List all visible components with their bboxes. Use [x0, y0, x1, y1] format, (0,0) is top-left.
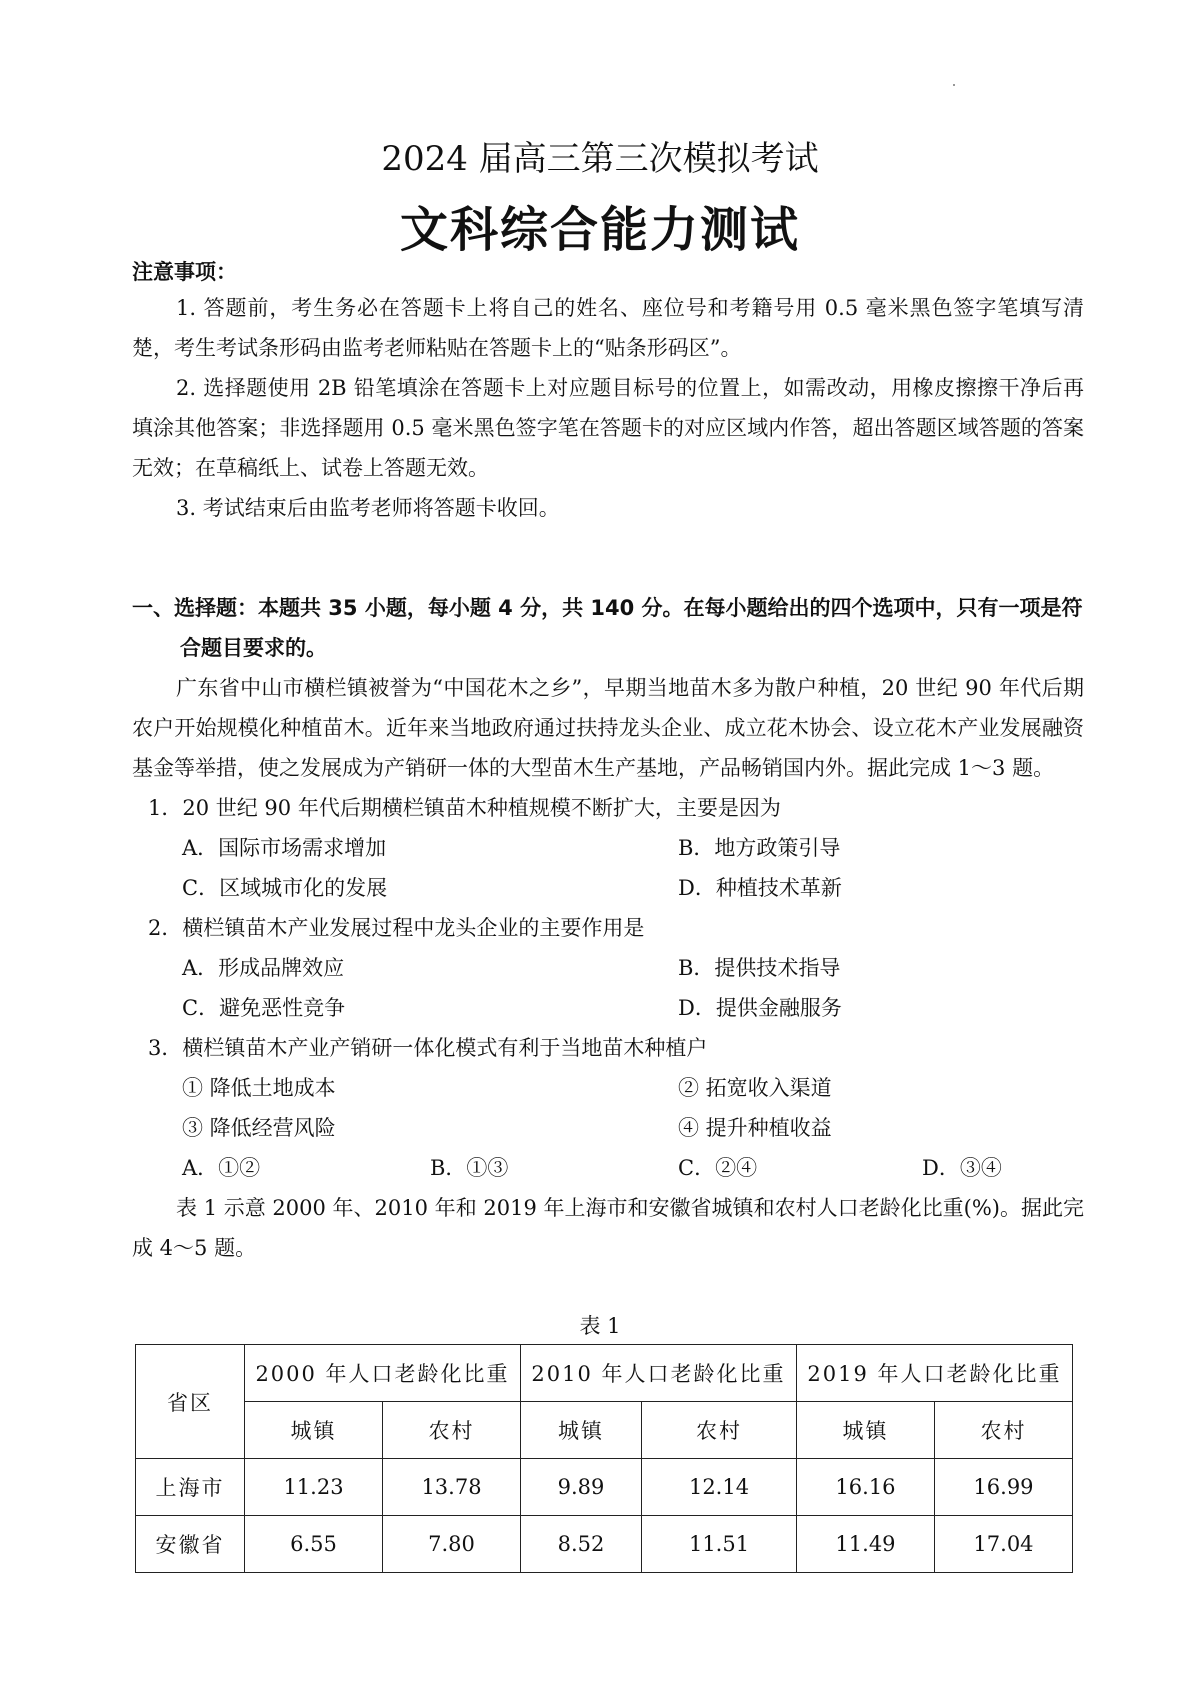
table-subheader: 农村: [383, 1402, 521, 1459]
question-1-option-d: D．种植技术革新: [678, 876, 842, 900]
table-cell: 11.23: [245, 1459, 383, 1516]
question-3-statement-2: ② 拓宽收入渠道: [678, 1076, 832, 1100]
passage-1: 广东省中山市横栏镇被誉为“中国花木之乡”，早期当地苗木多为散户种植，20 世纪 90 年代后期农户开始规模化种植苗木。近年来当地政府通过扶持龙头企业、成立花木协会、设立花木产业发展融资基金等举措，使之发展成为产销研一体的大型苗木生产基地，产品畅销国内外。据此完成 1～3 题。: [132, 676, 1084, 780]
table-header-region: 省区: [136, 1345, 245, 1459]
question-1-option-c: C．区域城市化的发展: [182, 876, 388, 900]
table-subheader: 农村: [642, 1402, 797, 1459]
table-header-row-1: [136, 1345, 1073, 1402]
table-cell: 17.04: [934, 1516, 1072, 1573]
question-2-option-b: B．提供技术指导: [678, 956, 841, 980]
question-3-option-d: D．③④: [922, 1156, 1002, 1180]
question-1-option-a: A．国际市场需求增加: [182, 836, 387, 860]
table-subheader: 城镇: [796, 1402, 934, 1459]
table-cell: 7.80: [383, 1516, 521, 1573]
table-caption: 表 1: [579, 1314, 621, 1338]
table-header-row-2: [136, 1402, 1073, 1459]
table-header-year-2019: 2019 年人口老龄化比重: [796, 1345, 1072, 1402]
table-header-year-2000: 2000 年人口老龄化比重: [245, 1345, 521, 1402]
question-3-stem: 3．横栏镇苗木产业产销研一体化模式有利于当地苗木种植户: [148, 1036, 708, 1060]
table-subheader: 城镇: [245, 1402, 383, 1459]
notice-item-2: 2. 选择题使用 2B 铅笔填涂在答题卡上对应题目标号的位置上，如需改动，用橡皮擦擦干净后再填涂其他答案；非选择题用 0.5 毫米黑色签字笔在答题卡的对应区域内作答，超出答题区域答题的答案无效；在草稿纸上、试卷上答题无效。: [132, 376, 1084, 480]
passage-2: 表 1 示意 2000 年、2010 年和 2019 年上海市和安徽省城镇和农村人口老龄化比重(%)。据此完成 4～5 题。: [132, 1196, 1084, 1260]
question-3-statement-4: ④ 提升种植收益: [678, 1116, 832, 1140]
table-cell: 9.89: [521, 1459, 642, 1516]
notice-item-1: 1. 答题前，考生务必在答题卡上将自己的姓名、座位号和考籍号用 0.5 毫米黑色签字笔填写清楚，考生考试条形码由监考老师粘贴在答题卡上的“贴条形码区”。: [132, 296, 1084, 360]
question-3-option-b: B．①③: [430, 1156, 509, 1180]
question-3-statement-3: ③ 降低经营风险: [182, 1116, 336, 1140]
question-3-option-c: C．②④: [678, 1156, 758, 1180]
exam-title: 2024 届高三第三次模拟考试: [381, 139, 819, 179]
table-subheader: 农村: [934, 1402, 1072, 1459]
aging-ratio-table: [135, 1344, 1073, 1573]
exam-subject: 文科综合能力测试: [399, 202, 800, 258]
table-subheader: 城镇: [521, 1402, 642, 1459]
question-2-option-c: C．避免恶性竞争: [182, 996, 346, 1020]
question-2-stem: 2．横栏镇苗木产业发展过程中龙头企业的主要作用是: [148, 916, 645, 940]
table-cell: 13.78: [383, 1459, 521, 1516]
question-1-option-b: B．地方政策引导: [678, 836, 841, 860]
table-row-region: 上海市: [136, 1459, 245, 1516]
question-3-statement-1: ① 降低土地成本: [182, 1076, 336, 1100]
table-cell: 16.16: [796, 1459, 934, 1516]
notice-item-3: 3. 考试结束后由监考老师将答题卡收回。: [176, 496, 560, 520]
question-2-option-a: A．形成品牌效应: [182, 956, 345, 980]
scan-speck: [953, 84, 955, 86]
table-cell: 11.49: [796, 1516, 934, 1573]
table-header-year-2010: 2010 年人口老龄化比重: [521, 1345, 797, 1402]
table-row: [136, 1516, 1073, 1573]
question-3-option-a: A．①②: [182, 1156, 261, 1180]
section-heading: 一、选择题：本题共 35 小题，每小题 4 分，共 140 分。在每小题给出的四个选项中，只有一项是符合题目要求的。: [132, 596, 1083, 660]
table-row: [136, 1459, 1073, 1516]
table-cell: 11.51: [642, 1516, 797, 1573]
table-cell: 16.99: [934, 1459, 1072, 1516]
question-2-option-d: D．提供金融服务: [678, 996, 842, 1020]
table-cell: 6.55: [245, 1516, 383, 1573]
notice-heading: 注意事项：: [132, 260, 237, 284]
table-row-region: 安徽省: [136, 1516, 245, 1573]
table-cell: 8.52: [521, 1516, 642, 1573]
question-1-stem: 1．20 世纪 90 年代后期横栏镇苗木种植规模不断扩大，主要是因为: [148, 796, 781, 820]
table-cell: 12.14: [642, 1459, 797, 1516]
